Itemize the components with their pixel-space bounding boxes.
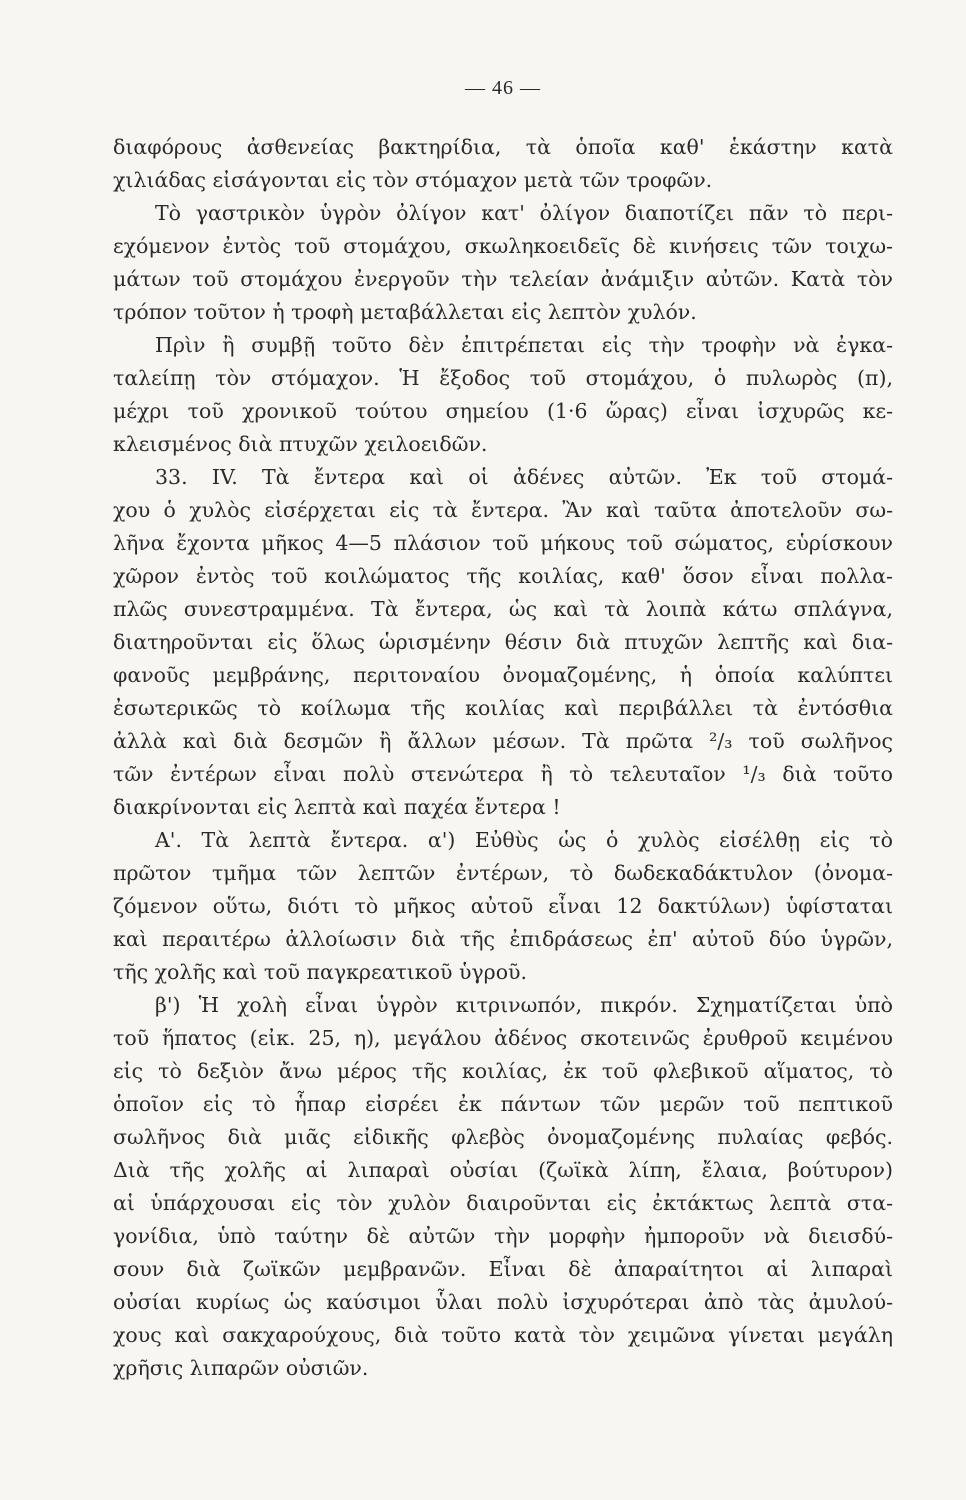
text-line: τῶν ἐντέρων εἶναι πολὺ στενώτερα ἢ τὸ τελευταῖον ¹/₃ διὰ τοῦτο (113, 762, 893, 786)
text-line: χῶρον ἐντὸς τοῦ κοιλώματος τῆς κοιλίας, καθ' ὅσον εἶναι πολλα- (113, 564, 893, 588)
text-line: μάτων τοῦ στομάχου ἐνεργοῦν τὴν τελείαν ἀνάμιξιν αὐτῶν. Κατὰ τὸν (113, 267, 893, 291)
text-line: λῆνα ἔχοντα μῆκος 4—5 πλάσιον τοῦ μήκους τοῦ σώματος, εὑρίσκουν (113, 531, 893, 555)
text-line: ζόμενον οὕτω, διότι τὸ μῆκος αὐτοῦ εἶναι 12 δακτύλων) ὑφίσταται (113, 894, 893, 918)
text-line: Διὰ τῆς χολῆς αἱ λιπαραὶ οὐσίαι (ζωϊκὰ λίπη, ἔλαια, βούτυρον) (113, 1158, 893, 1182)
text-line: χιλιάδας εἰσάγονται εἰς τὸν στόμαχον μετὰ τῶν τροφῶν. (113, 168, 713, 192)
text-line: ἐσωτερικῶς τὸ κοίλωμα τῆς κοιλίας καὶ περιβάλλει τὰ ἐντόσθια (113, 696, 893, 720)
text-line: τῆς χολῆς καὶ τοῦ παγκρεατικοῦ ὑγροῦ. (113, 960, 528, 984)
document-page (113, 72, 893, 1385)
section-heading-line: 33. IV. Τὰ ἔντερα καὶ οἱ ἀδένες αὐτῶν. Ἐκ τοῦ στομά- (155, 465, 893, 489)
text-line: τοῦ ἥπατος (εἰκ. 25, η), μεγάλου ἀδένος σκοτεινῶς ἐρυθροῦ κειμένου (113, 1026, 893, 1050)
text-line: Πρὶν ἢ συμβῇ τοῦτο δὲν ἐπιτρέπεται εἰς τὴν τροφὴν νὰ ἐγκα- (155, 333, 893, 357)
text-line: καὶ περαιτέρω ἀλλοίωσιν διὰ τῆς ἐπιδράσεως ἐπ' αὐτοῦ δύο ὑγρῶν, (113, 927, 893, 951)
text-line: γονίδια, ὑπὸ ταύτην δὲ αὐτῶν τὴν μορφὴν ἠμποροῦν νὰ διεισδύ- (113, 1224, 893, 1248)
text-line: τρόπον τοῦτον ἡ τροφὴ μεταβάλλεται εἰς λεπτὸν χυλόν. (113, 300, 697, 324)
text-line: ταλείπῃ τὸν στόμαχον. Ἡ ἔξοδος τοῦ στομάχου, ὁ πυλωρὸς (π), (113, 366, 893, 390)
text-line: διακρίνονται εἰς λεπτὰ καὶ παχέα ἔντερα ! (113, 795, 561, 819)
text-line: σουν διὰ ζωϊκῶν μεμβρανῶν. Εἶναι δὲ ἀπαραίτητοι αἱ λιπαραὶ (113, 1257, 893, 1281)
text-line: Τὸ γαστρικὸν ὑγρὸν ὀλίγον κατ' ὀλίγον διαποτίζει πᾶν τὸ περι- (155, 201, 893, 225)
text-line: β') Ἡ χολὴ εἶναι ὑγρὸν κιτρινωπόν, πικρόν. Σχηματίζεται ὑπὸ (155, 993, 893, 1017)
text-line: εχόμενον ἐντὸς τοῦ στομάχου, σκωληκοειδεῖς δὲ κινήσεις τῶν τοιχω- (113, 234, 893, 258)
text-line: πλῶς συνεστραμμένα. Τὰ ἔντερα, ὡς καὶ τὰ λοιπὰ κάτω σπλάγνα, (113, 597, 893, 621)
subsection-heading-line: Α'. Τὰ λεπτὰ ἔντερα. α') Εὐθὺς ὡς ὁ χυλὸς εἰσέλθῃ εἰς τὸ (155, 828, 893, 852)
text-line: διατηροῦνται εἰς ὅλως ὡρισμένην θέσιν διὰ πτυχῶν λεπτῆς καὶ δια- (113, 630, 893, 654)
text-line: ἀλλὰ καὶ διὰ δεσμῶν ἢ ἄλλων μέσων. Τὰ πρῶτα ²/₃ τοῦ σωλῆνος (113, 729, 893, 753)
text-line: οὐσίαι κυρίως ὡς καύσιμοι ὗλαι πολὺ ἰσχυρότεραι ἀπὸ τὰς ἀμυλού- (113, 1290, 893, 1314)
text-line: χου ὁ χυλὸς εἰσέρχεται εἰς τὰ ἔντερα. Ἂν καὶ ταῦτα ἀποτελοῦν σω- (113, 498, 893, 522)
text-line: εἰς τὸ δεξιὸν ἄνω μέρος τῆς κοιλίας, ἐκ τοῦ φλεβικοῦ αἵματος, τὸ (113, 1059, 893, 1083)
text-line: πρῶτον τμῆμα τῶν λεπτῶν ἐντέρων, τὸ δωδεκαδάκτυλον (ὀνομα- (113, 861, 893, 885)
text-line: σωλῆνος διὰ μιᾶς εἰδικῆς φλεβὸς ὀνομαζομένης πυλαίας φεβός. (113, 1125, 893, 1149)
text-line: διαφόρους ἀσθενείας βακτηρίδια, τὰ ὁποῖα καθ' ἑκάστην κατὰ (113, 135, 893, 159)
body-text (113, 131, 893, 1385)
page-number: — 46 — (465, 77, 541, 99)
text-line: χους καὶ σακχαρούχους, διὰ τοῦτο κατὰ τὸν χειμῶνα γίνεται μεγάλη (113, 1323, 893, 1347)
text-line: μέχρι τοῦ χρονικοῦ τούτου σημείου (1·6 ὥρας) εἶναι ἰσχυρῶς κε- (113, 399, 893, 423)
text-line: αἱ ὑπάρχουσαι εἰς τὸν χυλὸν διαιροῦνται εἰς ἐκτάκτως λεπτὰ στα- (113, 1191, 893, 1215)
text-line: ὁποῖον εἰς τὸ ἧπαρ εἰσρέει ἐκ πάντων τῶν μερῶν τοῦ πεπτικοῦ (113, 1092, 893, 1116)
text-line: χρῆσις λιπαρῶν οὐσιῶν. (113, 1356, 369, 1380)
text-line: φανοῦς μεμβράνης, περιτοναίου ὀνομαζομένης, ἡ ὁποία καλύπτει (113, 663, 893, 687)
text-line: κλεισμένος διὰ πτυχῶν χειλοειδῶν. (113, 432, 488, 456)
